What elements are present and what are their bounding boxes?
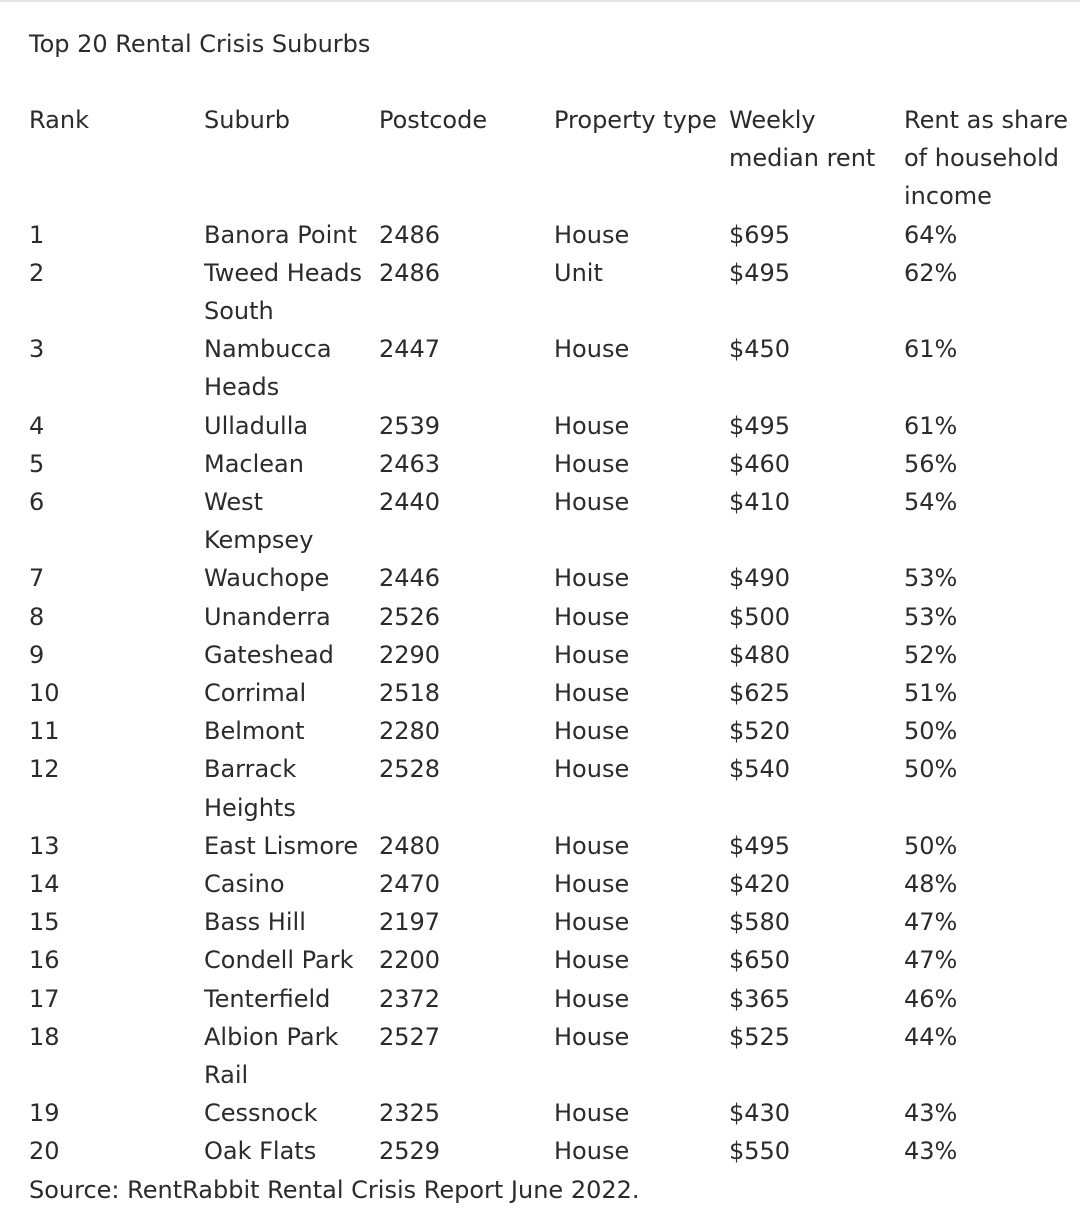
- rent-share-cell: 51%: [904, 679, 958, 708]
- weekly-rent-cell: $540: [729, 755, 791, 784]
- rank-cell: 14: [29, 870, 60, 899]
- property-type-cell: House: [554, 984, 630, 1013]
- suburb-cell: Gateshead: [204, 640, 334, 669]
- postcode-cell: 2527: [379, 1022, 441, 1051]
- rent-share-cell: 54%: [904, 488, 958, 517]
- weekly-rent-cell: $430: [729, 1099, 791, 1128]
- property-type-cell: House: [554, 1137, 630, 1166]
- rent-share-cell: 48%: [904, 870, 958, 899]
- table-row: [29, 903, 1077, 941]
- weekly-rent-cell: $495: [729, 831, 791, 860]
- header-rank: Rank: [29, 106, 89, 134]
- table-row: [29, 216, 1077, 254]
- table-row: [29, 636, 1077, 674]
- rent-share-cell: 47%: [904, 908, 958, 937]
- rank-cell: 9: [29, 640, 45, 669]
- table-row: [29, 598, 1077, 636]
- rank-cell: 13: [29, 831, 60, 860]
- suburb-cell: Tenterfield: [204, 984, 331, 1013]
- rank-cell: 12: [29, 755, 60, 784]
- table-header: [29, 101, 1077, 216]
- table-title: Top 20 Rental Crisis Suburbs: [29, 30, 371, 58]
- rank-cell: 20: [29, 1137, 60, 1166]
- suburb-cell: Cessnock: [204, 1099, 318, 1128]
- weekly-rent-cell: $365: [729, 984, 791, 1013]
- table-row: [29, 254, 1077, 330]
- suburb-cell: Barrack Heights: [204, 755, 297, 822]
- property-type-cell: House: [554, 831, 630, 860]
- rent-share-cell: 64%: [904, 220, 958, 249]
- rent-share-cell: 52%: [904, 640, 958, 669]
- property-type-cell: House: [554, 411, 630, 440]
- suburb-cell: Unanderra: [204, 602, 331, 631]
- postcode-cell: 2518: [379, 679, 441, 708]
- table-row: [29, 445, 1077, 483]
- suburb-cell: Banora Point: [204, 220, 357, 249]
- property-type-cell: House: [554, 679, 630, 708]
- property-type-cell: House: [554, 220, 630, 249]
- property-type-cell: House: [554, 449, 630, 478]
- postcode-cell: 2197: [379, 908, 441, 937]
- table-row: [29, 712, 1077, 750]
- table-row: [29, 330, 1077, 406]
- suburb-cell: Casino: [204, 870, 285, 899]
- postcode-cell: 2290: [379, 640, 441, 669]
- rank-cell: 5: [29, 449, 45, 478]
- postcode-cell: 2463: [379, 449, 441, 478]
- rent-share-cell: 53%: [904, 602, 958, 631]
- property-type-cell: House: [554, 946, 630, 975]
- property-type-cell: House: [554, 335, 630, 364]
- postcode-cell: 2200: [379, 946, 441, 975]
- postcode-cell: 2539: [379, 411, 441, 440]
- rank-cell: 10: [29, 679, 60, 708]
- weekly-rent-cell: $450: [729, 335, 791, 364]
- weekly-rent-cell: $495: [729, 258, 791, 287]
- postcode-cell: 2480: [379, 831, 441, 860]
- weekly-rent-cell: $460: [729, 449, 791, 478]
- table-row: [29, 750, 1077, 826]
- postcode-cell: 2325: [379, 1099, 441, 1128]
- weekly-rent-cell: $550: [729, 1137, 791, 1166]
- table-row: [29, 483, 1077, 559]
- header-rent-share: Rent as share of household income: [904, 106, 1068, 211]
- rank-cell: 19: [29, 1099, 60, 1128]
- rank-cell: 7: [29, 564, 45, 593]
- rent-share-cell: 47%: [904, 946, 958, 975]
- weekly-rent-cell: $580: [729, 908, 791, 937]
- suburb-cell: Condell Park: [204, 946, 354, 975]
- weekly-rent-cell: $480: [729, 640, 791, 669]
- weekly-rent-cell: $525: [729, 1022, 791, 1051]
- table-row: [29, 980, 1077, 1018]
- weekly-rent-cell: $490: [729, 564, 791, 593]
- table-row: [29, 407, 1077, 445]
- top-divider: [0, 0, 1080, 2]
- rank-cell: 18: [29, 1022, 60, 1051]
- property-type-cell: House: [554, 908, 630, 937]
- header-property-type: Property type: [554, 106, 717, 134]
- postcode-cell: 2446: [379, 564, 441, 593]
- property-type-cell: House: [554, 488, 630, 517]
- rent-share-cell: 62%: [904, 258, 958, 287]
- weekly-rent-cell: $495: [729, 411, 791, 440]
- table-row: [29, 865, 1077, 903]
- table-row: [29, 559, 1077, 597]
- suburb-cell: West Kempsey: [204, 488, 314, 555]
- weekly-rent-cell: $695: [729, 220, 791, 249]
- rank-cell: 8: [29, 602, 45, 631]
- table-row: [29, 1094, 1077, 1132]
- weekly-rent-cell: $410: [729, 488, 791, 517]
- weekly-rent-cell: $500: [729, 602, 791, 631]
- weekly-rent-cell: $650: [729, 946, 791, 975]
- source-note: Source: RentRabbit Rental Crisis Report June 2022.: [29, 1176, 640, 1204]
- suburb-cell: Oak Flats: [204, 1137, 317, 1166]
- rent-share-cell: 50%: [904, 831, 958, 860]
- rank-cell: 16: [29, 946, 60, 975]
- postcode-cell: 2440: [379, 488, 441, 517]
- rank-cell: 11: [29, 717, 60, 746]
- rent-share-cell: 56%: [904, 449, 958, 478]
- postcode-cell: 2486: [379, 220, 441, 249]
- table-body: [29, 216, 1077, 1171]
- postcode-cell: 2280: [379, 717, 441, 746]
- rental-table: [29, 101, 1077, 1171]
- weekly-rent-cell: $625: [729, 679, 791, 708]
- property-type-cell: House: [554, 1022, 630, 1051]
- rank-cell: 6: [29, 488, 45, 517]
- property-type-cell: House: [554, 717, 630, 746]
- postcode-cell: 2470: [379, 870, 441, 899]
- table-row: [29, 941, 1077, 979]
- property-type-cell: House: [554, 870, 630, 899]
- rent-share-cell: 61%: [904, 411, 958, 440]
- rent-share-cell: 44%: [904, 1022, 958, 1051]
- table-row: [29, 1132, 1077, 1170]
- rank-cell: 2: [29, 258, 45, 287]
- header-weekly-median-rent: Weekly median rent: [729, 106, 876, 173]
- header-suburb: Suburb: [204, 106, 290, 134]
- weekly-rent-cell: $420: [729, 870, 791, 899]
- suburb-cell: Wauchope: [204, 564, 330, 593]
- postcode-cell: 2529: [379, 1137, 441, 1166]
- postcode-cell: 2528: [379, 755, 441, 784]
- header-row: [29, 101, 1077, 216]
- table-row: [29, 674, 1077, 712]
- rent-share-cell: 50%: [904, 717, 958, 746]
- table-row: [29, 827, 1077, 865]
- postcode-cell: 2486: [379, 258, 441, 287]
- property-type-cell: House: [554, 640, 630, 669]
- suburb-cell: Tweed Heads South: [204, 258, 362, 326]
- rank-cell: 17: [29, 984, 60, 1013]
- property-type-cell: House: [554, 564, 630, 593]
- suburb-cell: East Lismore: [204, 831, 359, 860]
- rent-share-cell: 43%: [904, 1137, 958, 1166]
- table-row: [29, 1018, 1077, 1094]
- property-type-cell: House: [554, 755, 630, 784]
- property-type-cell: Unit: [554, 258, 603, 287]
- rent-share-cell: 46%: [904, 984, 958, 1013]
- rank-cell: 3: [29, 335, 45, 364]
- rent-share-cell: 50%: [904, 755, 958, 784]
- rent-share-cell: 43%: [904, 1099, 958, 1128]
- weekly-rent-cell: $520: [729, 717, 791, 746]
- rank-cell: 1: [29, 220, 45, 249]
- suburb-cell: Albion Park Rail: [204, 1022, 339, 1090]
- suburb-cell: Nambucca Heads: [204, 335, 332, 402]
- property-type-cell: House: [554, 1099, 630, 1128]
- postcode-cell: 2372: [379, 984, 441, 1013]
- suburb-cell: Maclean: [204, 449, 304, 478]
- rank-cell: 15: [29, 908, 60, 937]
- suburb-cell: Corrimal: [204, 679, 307, 708]
- property-type-cell: House: [554, 602, 630, 631]
- header-postcode: Postcode: [379, 106, 488, 134]
- rank-cell: 4: [29, 411, 45, 440]
- postcode-cell: 2526: [379, 602, 441, 631]
- suburb-cell: Belmont: [204, 717, 305, 746]
- suburb-cell: Ulladulla: [204, 411, 309, 440]
- postcode-cell: 2447: [379, 335, 441, 364]
- rent-share-cell: 61%: [904, 335, 958, 364]
- suburb-cell: Bass Hill: [204, 908, 306, 937]
- rent-share-cell: 53%: [904, 564, 958, 593]
